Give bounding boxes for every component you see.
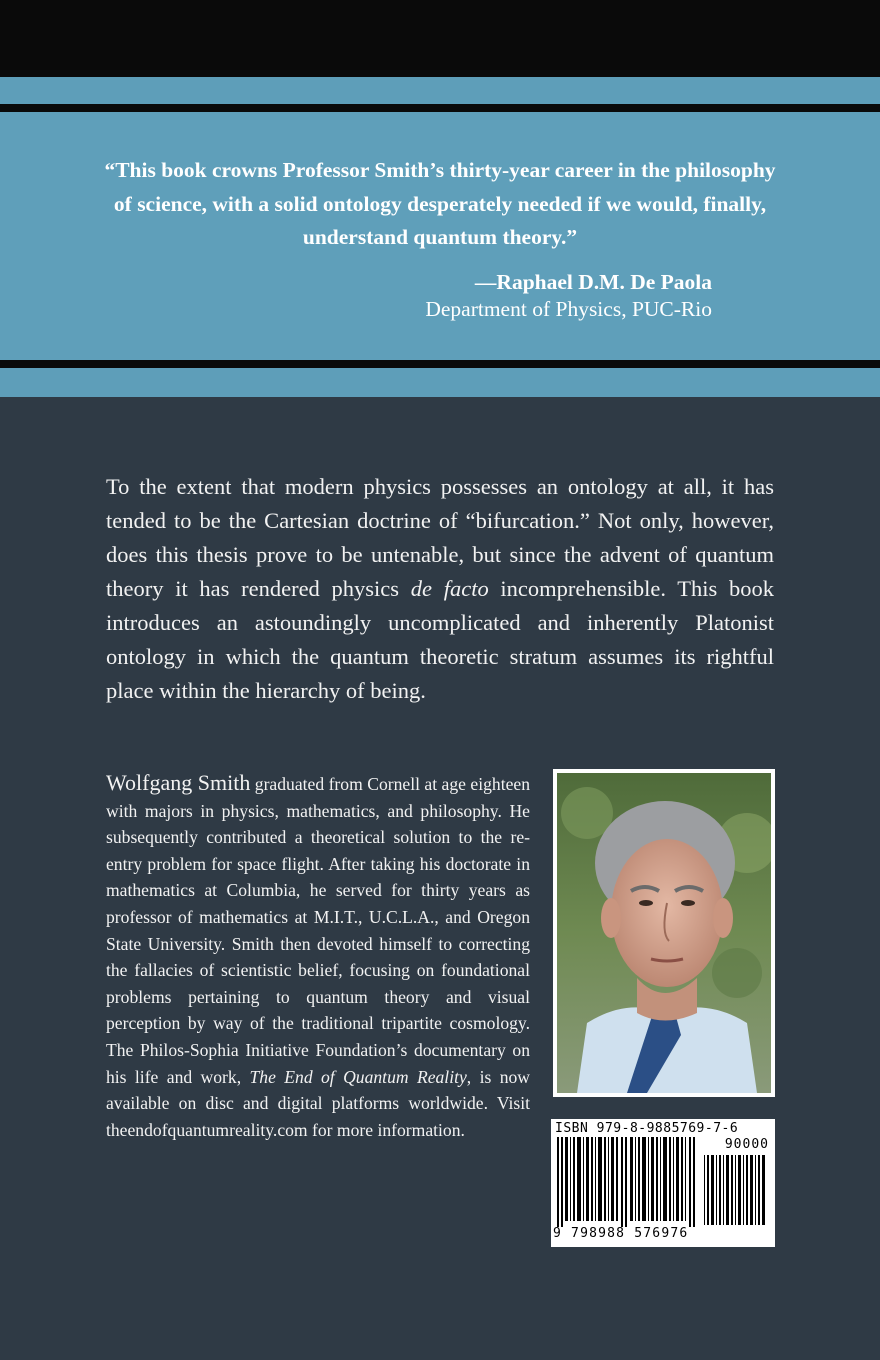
barcode-digits: 9 798988 576976 <box>553 1226 689 1241</box>
top-blue-stripe <box>0 77 880 104</box>
description-text-2: incomprehensible. This book introduces an astoundingly uncomplicated and inherently Platonist ontology in which the quantum theoretic stratum assumes its rightful place within the hierarchy of being. <box>106 576 775 703</box>
bottom-divider-line <box>0 360 880 368</box>
book-description <box>106 470 774 708</box>
author-photo <box>553 769 775 1097</box>
description-text-1: To the extent that modern physics possesses an ontology at all, it has tended to be the Cartesian doctrine of “bifurcation.” Not only, however, does this thesis prove to be untenable, but since the advent of quantum theory it has rendered physics <box>106 474 774 601</box>
description-emphasis: de facto <box>410 576 489 601</box>
top-black-band <box>0 0 880 77</box>
film-title: The End of Quantum Reality <box>249 1066 467 1087</box>
endorsement-quote: “This book crowns Professor Smith’s thirty-year career in the philosophy of science, with a solid ontology desperately needed if we would, finally, understand quantum theory.” <box>104 158 776 249</box>
author-portrait-image <box>557 773 771 1093</box>
barcode-bars-addon <box>703 1155 769 1225</box>
author-bio <box>106 770 530 1143</box>
isbn-barcode <box>551 1119 775 1247</box>
bottom-blue-stripe <box>0 368 880 397</box>
quote-attribution-affiliation: Department of Physics, PUC-Rio <box>425 297 712 321</box>
top-divider-line <box>0 104 880 112</box>
quote-attribution-name: —Raphael D.M. De Paola <box>474 270 712 294</box>
price-addon-code: 90000 <box>724 1137 769 1152</box>
isbn-label: ISBN 979-8-9885769-7-6 <box>555 1121 739 1136</box>
bio-text-2: , is now available on disc and digital platforms worldwide. Visit theendofquantumreality.com for more information. <box>106 1066 531 1140</box>
author-name: Wolfgang Smith <box>106 770 251 795</box>
bio-text-1: graduated from Cornell at age eighteen with majors in physics, mathematics, and philosophy. He subsequently contributed a theoretical solution to the re-entry problem for space flight. After taking his doctorate in mathematics at Columbia, he served for thirty years as professor of mathematics at M.I.T., U.C.L.A., and Oregon State University. Smith then devoted himself to correcting the fallacies of scientistic belief, focusing on foundational problems pertaining to quantum theory and visual perception by way of the traditional tripartite cosmology. The Philos-Sophia Initiative Foundation’s documentary on his life and work, <box>106 774 530 1087</box>
barcode-bars-main <box>555 1137 701 1227</box>
